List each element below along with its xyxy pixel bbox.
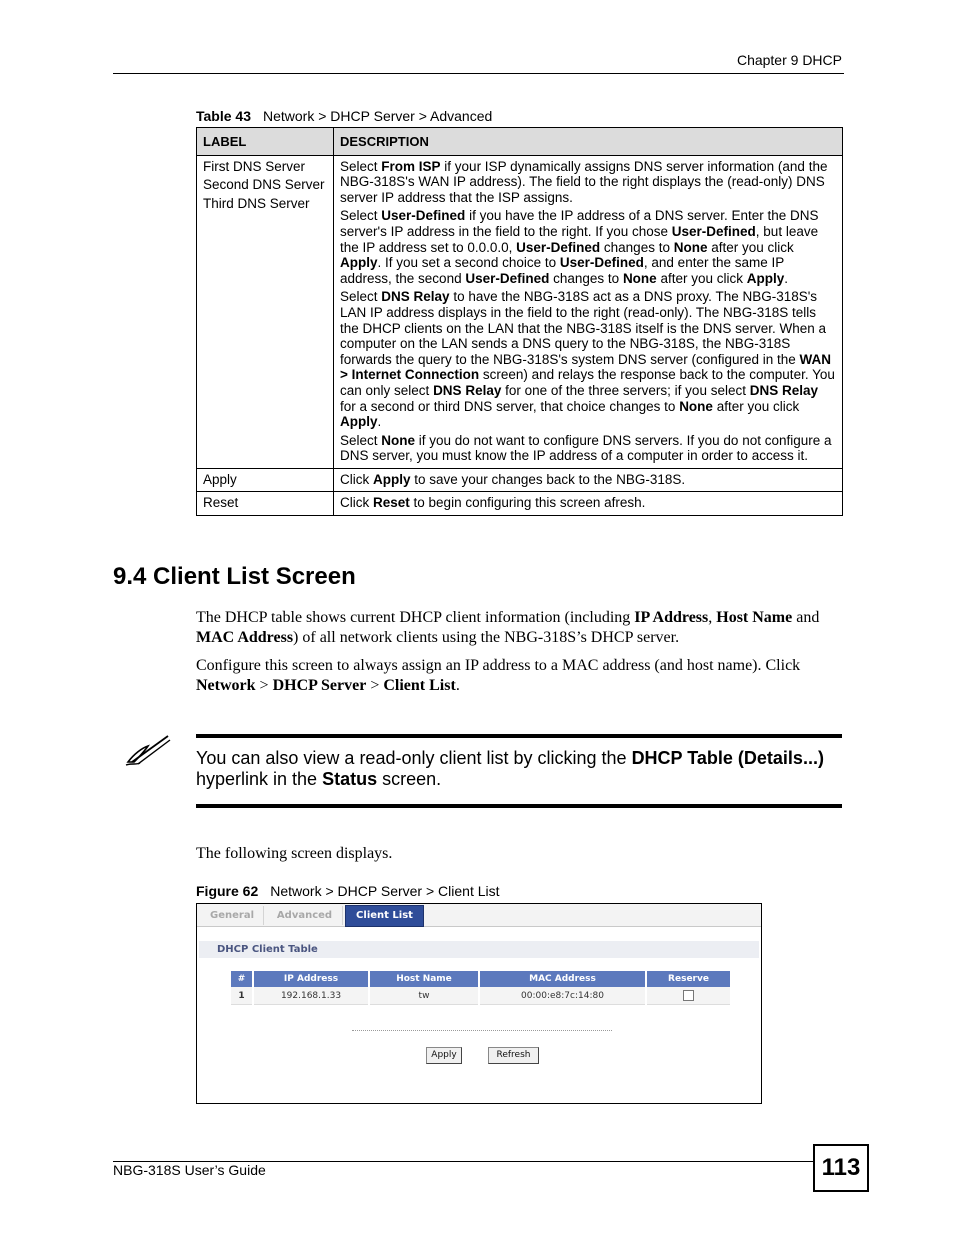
table-caption [196,108,492,124]
table-caption-text: Network > DHCP Server > Advanced [263,108,493,124]
description-column-header: DESCRIPTION [334,128,843,156]
note-rule-top [196,734,842,738]
client-ip: 192.168.1.33 [254,987,368,1005]
description-cell [334,155,843,468]
header-rule [113,73,844,74]
following-text: The following screen displays. [196,845,393,862]
refresh-button[interactable]: Refresh [488,1047,539,1064]
dns-desc-user-defined: Select User-Defined if you have the IP address of a DNS server. Enter the DNS server's IP address in the field to the right. If you chose User-Defined, but leave the IP address set to 0.0.0.0, User-Defined changes to None after you click Apply. If you set a second choice to User-Defined, and enter the same IP address, the second User-Defined changes to None after you click Apply. [340,208,819,286]
table-row [197,155,843,468]
configure-paragraph: Configure this screen to always assign an IP address to a MAC address (and host name). Click Network > DHCP Server > Client List. [196,657,801,694]
figure-caption-number: Figure 62 [196,883,259,899]
note-pen-icon [124,732,174,770]
note-rule-bottom [196,804,842,808]
tab-advanced[interactable]: Advanced [267,906,343,925]
label-first-dns: First DNS Server [203,158,306,174]
description-apply: Click Apply to save your changes back to the NBG-318S. [334,468,843,492]
dns-desc-none: Select None if you do not want to configure DNS servers. If you do not configure a DNS server, you must know the IP address of a computer in order to access it. [340,432,832,464]
note-text: You can also view a read-only client list by clicking the DHCP Table (Details...) hyperlink in the Status screen. [196,748,824,789]
client-number: 1 [231,987,252,1005]
dhcp-client-table-title: DHCP Client Table [199,941,759,958]
dhcp-client-table [229,971,732,1005]
page-number: 113 [813,1144,869,1192]
figure-caption-text: Network > DHCP Server > Client List [270,883,500,899]
client-list-screenshot [196,903,762,1104]
table-row [231,987,730,1005]
reserve-checkbox[interactable] [683,990,694,1001]
intro-paragraph: The DHCP table shows current DHCP client information (including IP Address, Host Name and MAC Address) of all network clients using the NBG-318S’s DHCP server. [196,609,820,646]
col-mac-address: MAC Address [480,971,645,987]
tab-bar [197,904,761,927]
description-table [196,127,843,516]
label-column-header: LABEL [197,128,334,156]
apply-button[interactable]: Apply [426,1047,462,1064]
figure-caption [196,883,500,899]
dns-desc-dns-relay: Select DNS Relay to have the NBG-318S act as a DNS proxy. The NBG-318S's LAN IP address displays in the field to the right (read-only). The NBG-318S tells the DHCP clients on the LAN that the NBG-318S itself is the DNS server. When a computer on the LAN sends a DNS query to the NBG-318S, the NBG-318S forwards the query to the NBG-318S's system DNS server (configured in the WAN > Internet Connection screen) and relays the response back to the computer. You can only select DNS Relay for one of the three servers; if you select DNS Relay for a second or third DNS server, that choice changes to None after you click Apply. [340,289,835,430]
col-number: # [231,971,252,987]
separator-line [352,1030,612,1031]
footer-guide-title: NBG-318S User’s Guide [113,1162,266,1178]
tab-general[interactable]: General [201,906,264,925]
table-header-row [197,128,843,156]
label-apply: Apply [197,468,334,492]
reserve-cell [647,987,730,1005]
tab-client-list[interactable]: Client List [345,905,424,927]
col-host-name: Host Name [370,971,478,987]
dns-desc-from-isp: Select From ISP if your ISP dynamically assigns DNS server information (and the NBG-318S's WAN IP address). The field to the right displays the (read-only) DNS server IP address that the ISP assigns. [340,158,828,205]
col-ip-address: IP Address [254,971,368,987]
client-host: tw [370,987,478,1005]
client-table-header [231,971,730,987]
label-cell [197,155,334,468]
table-caption-number: Table 43 [196,108,251,124]
table-row [197,492,843,516]
section-title: 9.4 Client List Screen [113,563,356,590]
label-second-dns: Second DNS Server [203,177,325,193]
client-mac: 00:00:e8:7c:14:80 [480,987,645,1005]
col-reserve: Reserve [647,971,730,987]
label-third-dns: Third DNS Server [203,195,310,211]
chapter-header: Chapter 9 DHCP [736,52,842,68]
description-reset: Click Reset to begin configuring this screen afresh. [334,492,843,516]
table-row [197,468,843,492]
label-reset: Reset [197,492,334,516]
